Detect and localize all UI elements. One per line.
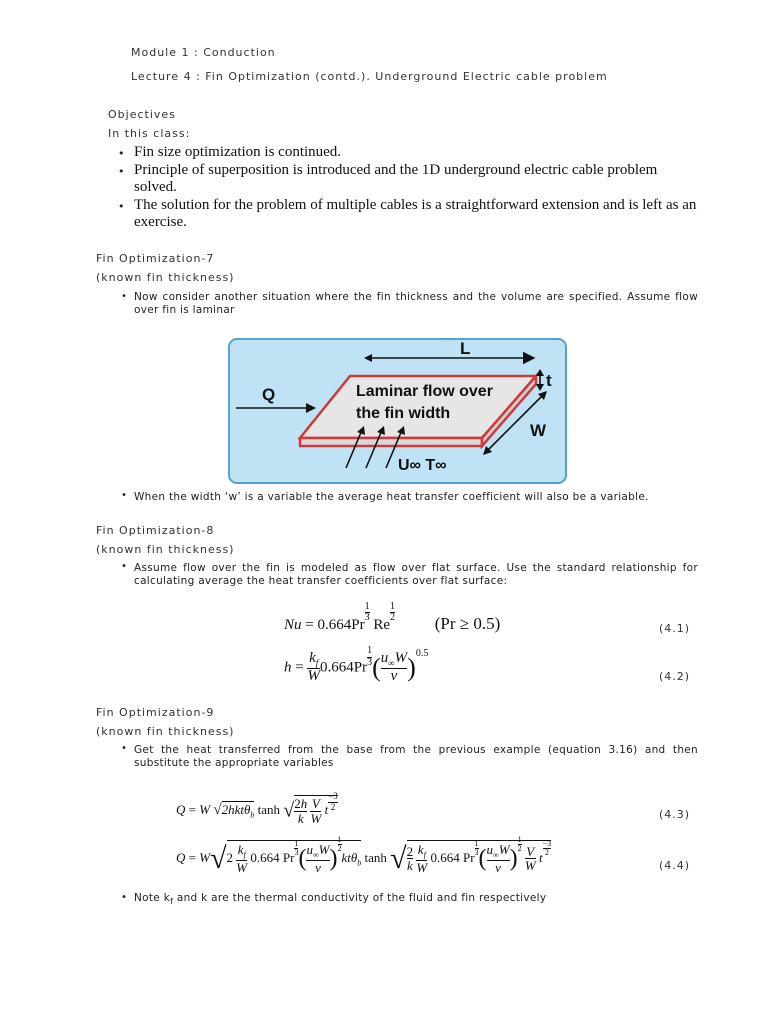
label-t: t [546,371,552,390]
note-subscript: f [170,897,174,907]
lecture-title: Lecture 4 : Fin Optimization (contd.). Underground Electric cable problem [131,70,608,83]
bullet-marker: • [121,561,127,572]
section-subtitle: (known fin thickness) [96,725,235,738]
note-prefix: Note k [134,892,171,904]
bullet-marker: • [118,200,125,213]
bullet-marker: • [121,892,127,903]
flow-label-line2: the fin width [356,405,451,422]
objective-item: Fin size optimization is continued. [134,144,342,160]
section-title: Fin Optimization-7 [96,252,215,265]
module-title: Module 1 : Conduction [131,46,276,59]
note-text [134,892,546,906]
objective-item: Principle of superposition is introduced and the 1D underground electric cable problem solved. [134,162,658,195]
label-W: W [530,421,547,440]
equation-number: (4.3) [659,808,691,821]
freestream-label: U∞ T∞ [398,457,447,474]
equation-4-1: Nu = 0.664Pr $^{\frac{1}{3}}$ Re $^{\frac{1}{2}}$ (Pr ≥ 0.5) [284,600,501,633]
objectives-subheading: In this class: [108,127,191,140]
equation-number: (4.4) [659,859,691,872]
fin-diagram [228,338,567,484]
note-suffix: and k are the thermal conductivity of the fluid and fin respectively [173,892,547,904]
bullet-marker: • [118,165,125,178]
section-subtitle: (known fin thickness) [96,543,235,556]
bullet-marker: • [121,291,127,302]
bullet-text: Assume flow over the fin is modeled as flow over flat surface. Use the standard relationship for calculating average the heat transfer coefficients over flat surface: [134,562,698,587]
bullet-marker: • [121,490,127,501]
label-L: L [460,339,471,358]
section-subtitle: (known fin thickness) [96,271,235,284]
label-Q: Q [262,385,276,404]
equation-4-2: h = $\frac{k_f}{W}$ 0.664Pr $^{\frac{1}{3}}$ ( $\frac{u_\infty W}{\nu}$ )$^{0.5}$ [284,645,429,685]
equation-4-4: Q = W√2 $\frac{k_f}{W}$ 0.664 Pr $\frac{1}{3}$ ( $\frac{u_\infty W}{\nu}$ ) $\frac{1}{2}$ ktθ$_b$ tanh √ $\frac{2}{k}$ $\frac{k_f}{W}$ 0.664 Pr $\frac{1}{3}$ ( $\frac{u_\infty W}{\nu}$ ) $\frac{1}{2}$ $\frac{V}{W}$ t $\frac{-3}{2}$ [176,834,552,875]
bullet-text: When the width ‘w’ is a variable the average heat transfer coefficient will also be a variable. [134,491,649,503]
equation-number: (4.1) [659,622,691,635]
equation-4-3: Q = W √2hktθ$_b$ tanh √ $\frac{2h}{k}$ $\frac{V}{W}$ t $^{\frac{-3}{2}}$ [176,791,338,826]
flow-label-line1: Laminar flow over [356,383,493,400]
objectives-heading: Objectives [108,108,176,121]
bullet-text: Now consider another situation where the fin thickness and the volume are specified. Assume flow over fin is laminar [134,291,698,316]
objective-item: The solution for the problem of multiple cables is a straightforward extension and is left as an exercise. [134,197,697,230]
bullet-text: Get the heat transferred from the base from the previous example (equation 3.16) and then substitute the appropriate variables [134,744,698,769]
bullet-marker: • [121,743,127,754]
bullet-marker: • [118,147,125,160]
fin-plate-front [300,438,482,446]
equation-number: (4.2) [659,670,691,683]
section-title: Fin Optimization-8 [96,524,215,537]
section-title: Fin Optimization-9 [96,706,215,719]
